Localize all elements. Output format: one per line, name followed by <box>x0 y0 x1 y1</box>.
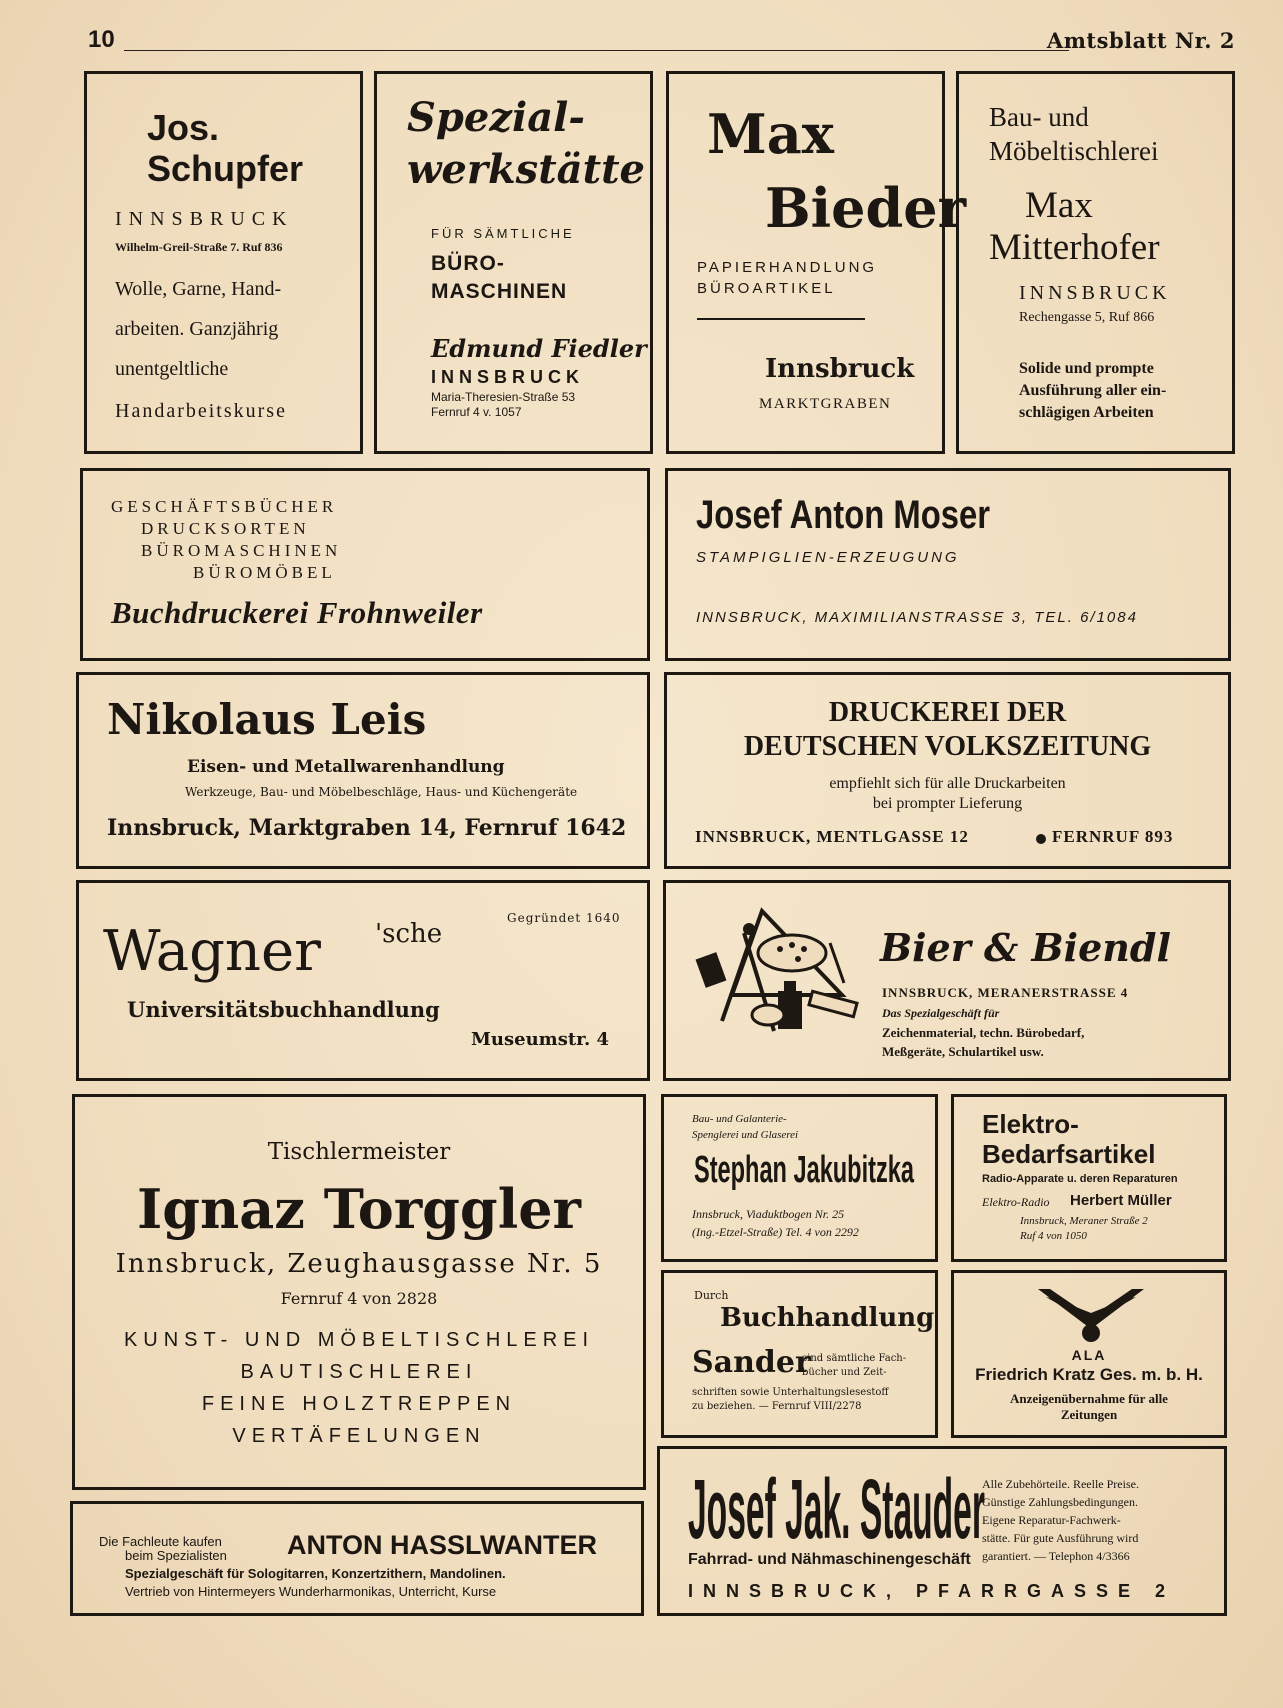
stauder-name: Josef Jak. Stauder <box>688 1462 985 1556</box>
ala-name: Friedrich Kratz Ges. m. b. H. <box>975 1365 1203 1384</box>
ad-mueller <box>951 1094 1227 1262</box>
volkszeitung-title-1: DRUCKEREI DER <box>828 697 1067 728</box>
ala-logo-text: ALA <box>1071 1347 1107 1363</box>
sander-name-1: Buchhandlung <box>720 1303 935 1333</box>
mitterhofer-type-2: Möbeltischlerei <box>989 136 1159 166</box>
fiedler-product-1: BÜRO- <box>431 252 505 275</box>
volkszeitung-title-2: DEUTSCHEN VOLKSZEITUNG <box>743 731 1152 762</box>
fiedler-phone: Fernruf 4 v. 1057 <box>431 405 522 419</box>
torggler-line-3: FEINE HOLZTREPPEN <box>201 1393 517 1415</box>
leis-goods: Werkzeuge, Bau- und Möbelbeschläge, Haus- und Küchengeräte <box>185 785 578 799</box>
frohnweiler-item-4: BÜROMÖBEL <box>193 563 336 582</box>
hasslwanter-name: ANTON HASSLWANTER <box>287 1530 598 1560</box>
bieder-name-2: Bieder <box>765 176 967 240</box>
jakubitzka-address: Innsbruck, Viaduktbogen Nr. 25 <box>692 1207 845 1221</box>
mitterhofer-text-2: Ausführung aller ein- <box>1019 382 1167 399</box>
jakubitzka-type-2: Spenglerei und Glaserei <box>692 1129 799 1141</box>
sander-name-2: Sander <box>692 1345 811 1380</box>
stauder-trade: Fahrrad- und Nähmaschinengeschäft <box>688 1551 971 1568</box>
stauder-text-3: Eigene Reparatur-Fachwerk- <box>982 1513 1121 1527</box>
hasslwanter-line-2: Vertrieb von Hintermeyers Wunderharmonikas, Unterricht, Kurse <box>125 1584 497 1599</box>
sander-text-1: sind sämtliche Fach- <box>802 1353 907 1364</box>
ad-moser <box>665 468 1231 661</box>
ad-mitterhofer <box>956 71 1235 454</box>
bullet-dot <box>1036 834 1046 844</box>
frohnweiler-name: Buchdruckerei Frohnweiler <box>111 595 483 630</box>
ad-frohnweiler <box>80 468 650 661</box>
torggler-phone: Fernruf 4 von 2828 <box>280 1289 438 1308</box>
ad-hasslwanter <box>70 1501 644 1616</box>
mitterhofer-text-3: schlägigen Arbeiten <box>1019 404 1154 421</box>
bieder-city: Innsbruck <box>765 354 915 384</box>
wagner-suffix: 'sche <box>375 919 443 949</box>
volkszeitung-text-1: empfiehlt sich für alle Druckarbeiten <box>829 775 1066 792</box>
mitterhofer-address: Rechengasse 5, Ruf 866 <box>1019 310 1155 325</box>
mueller-sub: Radio-Apparate u. deren Reparaturen <box>982 1173 1178 1185</box>
sander-text-4: zu beziehen. — Fernruf VIII/2278 <box>692 1401 862 1412</box>
hasslwanter-pre-1: Die Fachleute kaufen <box>99 1534 222 1549</box>
ad-volkszeitung <box>664 672 1231 869</box>
sander-text-2: bücher und Zeit- <box>802 1367 887 1378</box>
publication-title: Amtsblatt Nr. 2 <box>1046 28 1235 53</box>
mitterhofer-text-1: Solide und prompte <box>1019 360 1154 377</box>
ala-text-1: Anzeigenübernahme für alle <box>1010 1391 1168 1406</box>
sander-intro: Durch <box>694 1289 729 1302</box>
schupfer-text-4: Handarbeitskurse <box>115 400 287 422</box>
fiedler-city: INNSBRUCK <box>431 367 584 387</box>
ad-torggler <box>72 1094 646 1490</box>
sander-text-3: schriften sowie Unterhaltungslesestoff <box>692 1387 889 1398</box>
bier-biendl-address: INNSBRUCK, MERANERSTRASSE 4 <box>882 985 1129 1000</box>
header-rule <box>124 50 1069 51</box>
bier-biendl-name: Bier & Biendl <box>880 925 1171 970</box>
volkszeitung-address-right: FERNRUF 893 <box>1052 827 1174 846</box>
bieder-line-2: BÜROARTIKEL <box>697 280 836 297</box>
schupfer-city: INNSBRUCK <box>115 208 294 230</box>
bieder-name-1: Max <box>707 102 834 166</box>
bier-biendl-line-2: Zeichenmaterial, techn. Bürobedarf, <box>882 1025 1085 1040</box>
stauder-text-2: Günstige Zahlungsbedingungen. <box>982 1495 1138 1509</box>
torggler-address: Innsbruck, Zeughausgasse Nr. 5 <box>115 1249 603 1279</box>
mueller-title-2: Bedarfsartikel <box>982 1139 1156 1169</box>
stauder-text-5: garantiert. — Telephon 4/3366 <box>982 1549 1130 1563</box>
fiedler-title-1: Spezial- <box>407 94 585 141</box>
jakubitzka-name: Stephan Jakubitzka <box>694 1149 914 1191</box>
stauder-address: INNSBRUCK, PFARRGASSE 2 <box>688 1581 1176 1601</box>
leis-trade: Eisen- und Metallwarenhandlung <box>187 757 505 777</box>
frohnweiler-item-3: BÜROMASCHINEN <box>141 541 342 560</box>
ad-fiedler <box>374 71 653 454</box>
torggler-title: Tischlermeister <box>267 1139 451 1165</box>
fiedler-address: Maria-Theresien-Straße 53 <box>431 390 576 404</box>
ad-bier-biendl <box>663 880 1231 1081</box>
wagner-name: Wagner <box>103 919 321 984</box>
stauder-text-1: Alle Zubehörteile. Reelle Preise. <box>982 1477 1139 1491</box>
frohnweiler-item-1: GESCHÄFTSBÜCHER <box>111 497 338 516</box>
frohnweiler-item-2: DRUCKSORTEN <box>141 519 310 538</box>
wagner-street: Museumstr. 4 <box>471 1029 610 1050</box>
wagner-founded: Gegründet 1640 <box>507 911 621 925</box>
mueller-prefix: Elektro-Radio <box>982 1195 1050 1209</box>
page-number: 10 <box>88 26 115 53</box>
wagner-trade: Universitätsbuchhandlung <box>127 997 440 1022</box>
moser-trade: STAMPIGLIEN-ERZEUGUNG <box>696 549 960 566</box>
leis-address: Innsbruck, Marktgraben 14, Fernruf 1642 <box>107 815 627 841</box>
leis-name: Nikolaus Leis <box>107 695 427 744</box>
schupfer-text-1: Wolle, Garne, Hand- <box>115 278 282 300</box>
ala-text-2: Zeitungen <box>1060 1407 1118 1422</box>
hasslwanter-pre-2: beim Spezialisten <box>125 1548 227 1563</box>
mueller-title-1: Elektro- <box>982 1109 1079 1139</box>
fiedler-for-all: FÜR SÄMTLICHE <box>431 226 575 241</box>
bieder-line-1: PAPIERHANDLUNG <box>697 259 878 276</box>
schupfer-address: Wilhelm-Greil-Straße 7. Ruf 836 <box>115 240 283 254</box>
bieder-divider <box>697 318 865 320</box>
ad-jakubitzka <box>661 1094 938 1262</box>
fiedler-title-2: werkstätte <box>407 146 645 193</box>
jakubitzka-address-2: (Ing.-Etzel-Straße) Tel. 4 von 2292 <box>692 1225 859 1239</box>
torggler-line-4: VERTÄFELUNGEN <box>232 1425 486 1447</box>
drawing-tools-illustration <box>692 903 860 1048</box>
schupfer-name-1: Jos. <box>147 107 220 148</box>
torggler-line-2: BAUTISCHLEREI <box>240 1361 478 1383</box>
volkszeitung-text-2: bei prompter Lieferung <box>872 795 1023 812</box>
bier-biendl-line-3: Meßgeräte, Schulartikel usw. <box>882 1044 1044 1059</box>
bier-biendl-line-1: Das Spezialgeschäft für <box>882 1006 1000 1020</box>
torggler-name: Ignaz Torggler <box>136 1177 582 1241</box>
mitterhofer-type-1: Bau- und <box>989 102 1089 132</box>
ad-stauder <box>657 1446 1227 1616</box>
ad-schupfer <box>84 71 363 454</box>
torggler-line-1: KUNST- UND MÖBELTISCHLEREI <box>123 1329 595 1351</box>
stauder-text-4: stätte. Für gute Ausführung wird <box>982 1531 1139 1545</box>
fiedler-owner: Edmund Fiedler <box>431 334 647 363</box>
mueller-address: Innsbruck, Meraner Straße 2 <box>1020 1215 1148 1227</box>
moser-name: Josef Anton Moser <box>696 493 991 537</box>
schupfer-text-3: unentgeltliche <box>115 358 229 380</box>
ad-ala <box>951 1270 1227 1438</box>
moser-address: INNSBRUCK, MAXIMILIANSTRASSE 3, TEL. 6/1084 <box>696 609 1138 626</box>
ad-sander <box>661 1270 938 1438</box>
mitterhofer-name-2: Mitterhofer <box>989 227 1160 268</box>
ala-wings-logo <box>1036 1283 1146 1345</box>
mitterhofer-city: INNSBRUCK <box>1019 282 1171 304</box>
fiedler-product-2: MASCHINEN <box>431 280 568 303</box>
ad-bieder <box>666 71 967 454</box>
ad-leis <box>76 672 650 869</box>
mueller-phone: Ruf 4 von 1050 <box>1020 1230 1087 1242</box>
jakubitzka-type-1: Bau- und Galanterie- <box>692 1113 787 1125</box>
mitterhofer-name-1: Max <box>1025 185 1093 226</box>
schupfer-name-2: Schupfer <box>147 148 304 189</box>
volkszeitung-address-left: INNSBRUCK, MENTLGASSE 12 <box>695 827 969 846</box>
schupfer-text-2: arbeiten. Ganzjährig <box>115 318 279 340</box>
hasslwanter-line-1: Spezialgeschäft für Sologitarren, Konzertzithern, Mandolinen. <box>125 1566 506 1581</box>
mueller-name: Herbert Müller <box>1070 1192 1172 1209</box>
ad-wagner <box>76 880 650 1081</box>
bieder-street: MARKTGRABEN <box>759 396 892 412</box>
